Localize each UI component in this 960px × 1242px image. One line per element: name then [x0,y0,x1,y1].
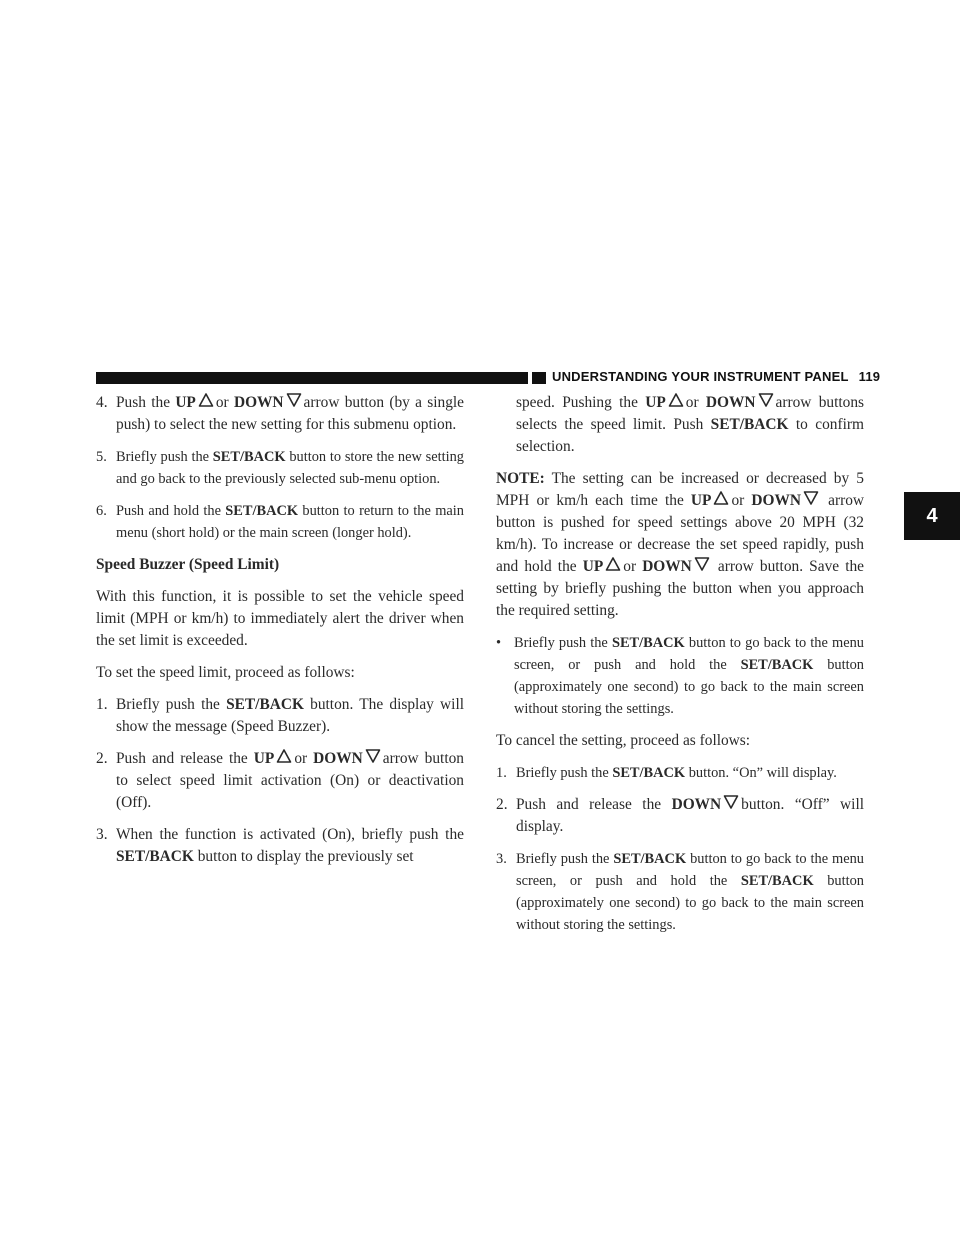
up-triangle-icon [198,392,214,408]
section-heading: Speed Buzzer (Speed Limit) [96,556,280,573]
down-triangle-icon [365,748,381,764]
down-triangle-icon [694,556,710,572]
bullet-dot: • [496,635,502,651]
list-item: 2. Push and release the DOWN button. “Off” will display. [496,796,864,835]
list-item-continuation: speed. Pushing the UP or DOWN arrow buttons selects the speed limit. Push SET/BACK to confirm selection. [516,394,865,455]
note-label: NOTE: [496,470,545,487]
list-item: 1. Briefly push the SET/BACK button. “On” will display. [496,765,837,781]
down-triangle-icon [723,794,739,810]
list-item: 5. Briefly push the SET/BACK button to store the new setting and go back to the previously selected sub-menu option. [96,449,464,487]
up-triangle-icon [276,748,292,764]
list-item: 2. Push and release the UP or DOWN arrow button to select speed limit activation (On) or deactivation (Off). [96,750,464,811]
bullet-item: • Briefly push the SET/BACK button to go back to the menu screen, or push and hold the SET/BACK button (approximately one second) to go back to the main screen without storing the settings. [496,632,864,720]
list-item: 1. Briefly push the SET/BACK button. The display will show the message (Speed Buzzer). [96,696,464,735]
right-column [496,392,864,946]
list-item: 3. When the function is activated (On), briefly push the SET/BACK button to display the previously set [96,826,464,865]
down-triangle-icon [286,392,302,408]
paragraph: To set the speed limit, proceed as follows: [96,664,355,681]
chapter-tab: 4 [904,492,960,540]
left-column [96,392,464,878]
up-triangle-icon [668,392,684,408]
down-triangle-icon [758,392,774,408]
paragraph: To cancel the setting, proceed as follows: [496,732,751,749]
up-triangle-icon [605,556,621,572]
paragraph: With this function, it is possible to set the vehicle speed limit (MPH or km/h) to immediately alert the driver when the set limit is exceeded. [96,588,464,649]
header-rule-left [96,372,528,384]
note-paragraph: NOTE: The setting can be increased or decreased by 5 MPH or km/h each time the UP or DOWN arrow button is pushed for speed settings above 20 MPH (32 km/h). To increase or decrease the set speed rapidly, push and hold the UP or DOWN arrow button. Save the setting by briefly pushing the button when you approach the required setting. [496,470,865,619]
list-item: 6. Push and hold the SET/BACK button to return to the main menu (short hold) or the main screen (longer hold). [96,503,464,541]
page-number: 119 [858,369,881,384]
down-triangle-icon [803,490,819,506]
header-title: UNDERSTANDING YOUR INSTRUMENT PANEL [552,369,849,384]
up-triangle-icon [713,490,729,506]
list-item: 3. Briefly push the SET/BACK button to go back to the menu screen, or push and hold the SET/BACK button (approximately one second) to go back to the main screen without storing the settings. [496,851,864,933]
running-header [546,366,888,388]
list-item: 4. Push the UP or DOWN arrow button (by a single push) to select the new setting for this submenu option. [96,394,465,433]
